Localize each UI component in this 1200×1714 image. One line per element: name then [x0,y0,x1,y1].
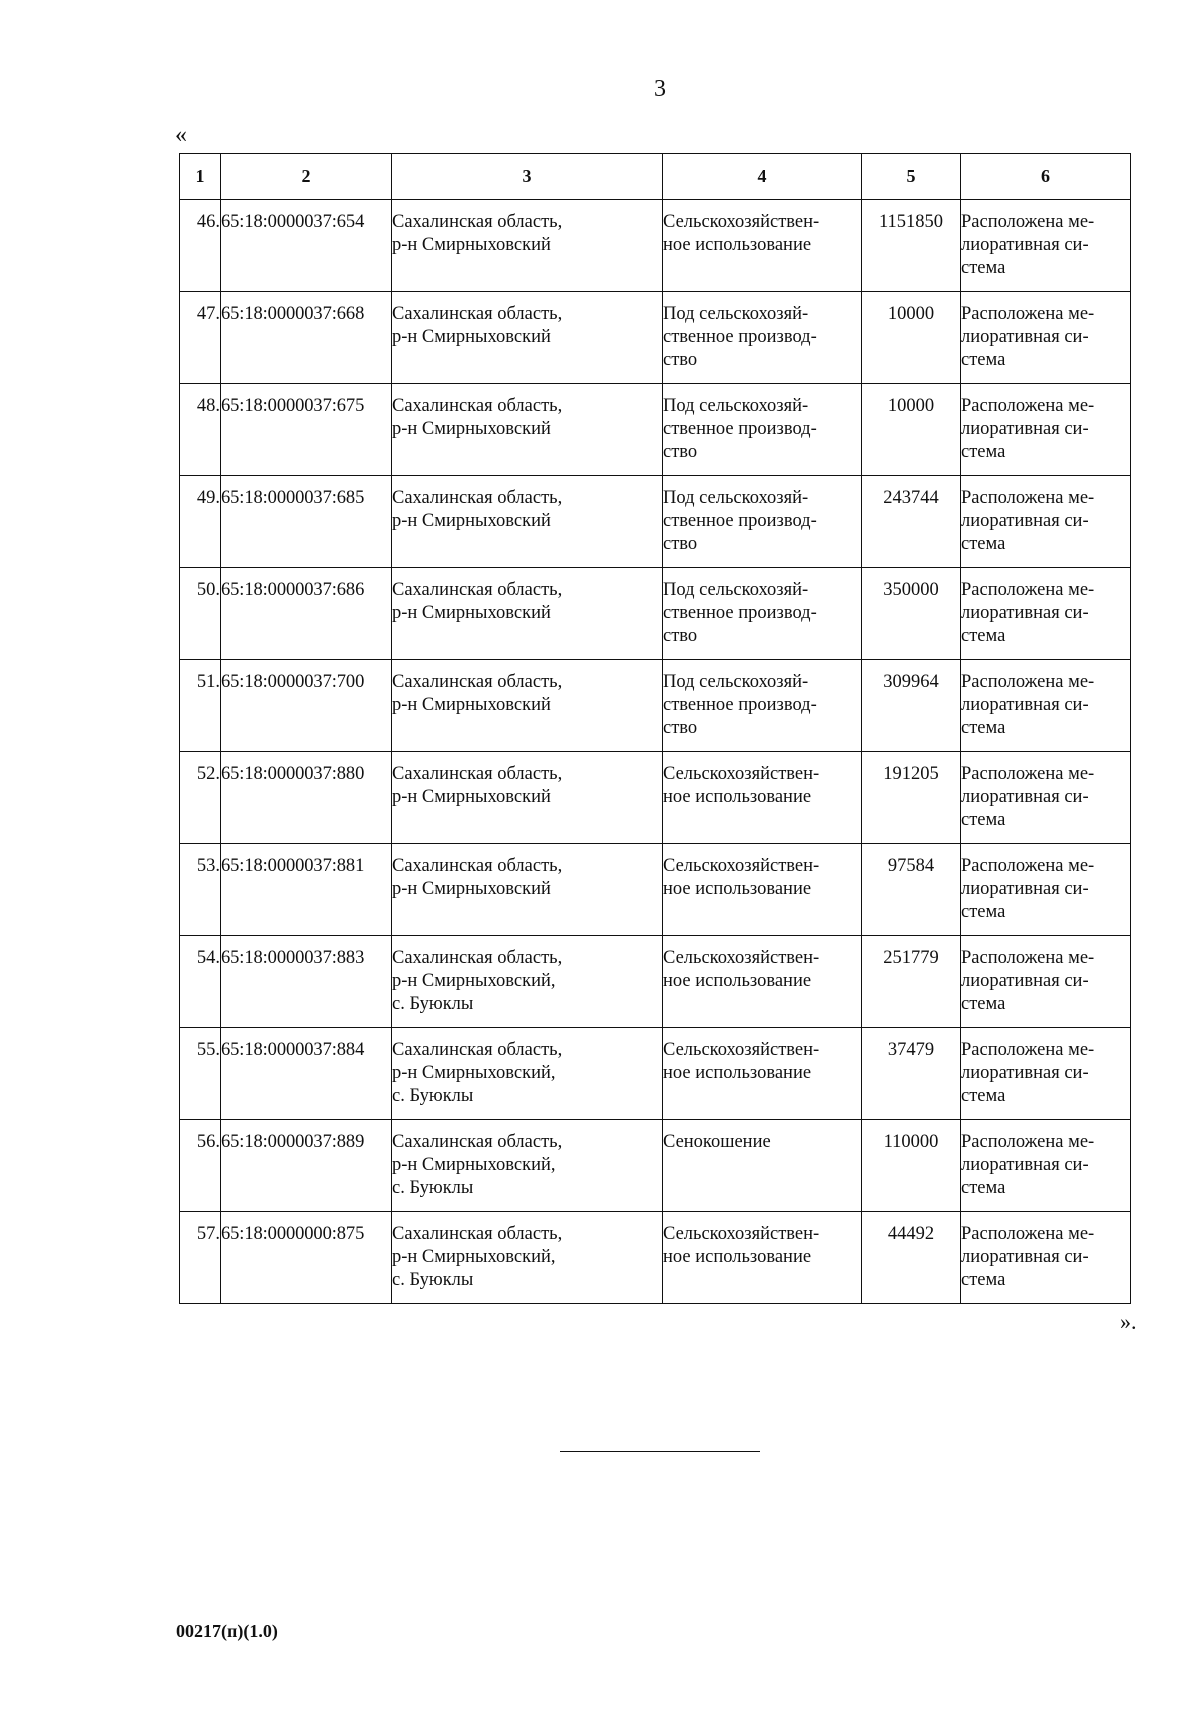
table-row [180,1120,1131,1212]
permitted-use-line: ство [663,626,698,646]
address-cell [392,1028,663,1120]
address-line: р-н Смирныховский [392,511,551,531]
note-cell [961,1120,1131,1212]
address-line: Сахалинская область, [392,304,563,324]
cadastral-number-cell: 65:18:0000037:685 [221,476,392,568]
note-line: стема [961,994,1006,1014]
header-row [180,154,1131,200]
header-col-3: 3 [392,154,663,200]
note-line: стема [961,810,1006,830]
cadastral-number-cell: 65:18:0000037:884 [221,1028,392,1120]
row-number-cell: 55. [180,1028,221,1120]
note-line: Расположена ме- [961,396,1095,416]
area-cell: 191205 [862,752,961,844]
area-cell: 10000 [862,384,961,476]
permitted-use-line: Сенокошение [663,1132,771,1152]
permitted-use-line: ственное производ- [663,327,817,347]
permitted-use-cell [663,292,862,384]
table-row [180,752,1131,844]
address-line: р-н Смирныховский [392,695,551,715]
row-number-cell: 52. [180,752,221,844]
note-cell [961,752,1131,844]
area-cell: 243744 [862,476,961,568]
table-row [180,384,1131,476]
permitted-use-line: ство [663,350,698,370]
header-col-4: 4 [663,154,862,200]
row-number-cell: 51. [180,660,221,752]
address-line: Сахалинская область, [392,212,563,232]
permitted-use-cell [663,660,862,752]
document-code: 00217(п)(1.0) [176,1621,278,1641]
note-line: Расположена ме- [961,948,1095,968]
address-line: Сахалинская область, [392,856,563,876]
address-line: с. Буюклы [392,1270,474,1290]
permitted-use-line: Под сельскохозяй- [663,672,809,692]
permitted-use-line: ственное производ- [663,603,817,623]
permitted-use-line: ственное производ- [663,419,817,439]
note-line: лиоративная си- [961,1063,1089,1083]
note-cell [961,844,1131,936]
cadastral-number-cell: 65:18:0000037:883 [221,936,392,1028]
permitted-use-line: Сельскохозяйствен- [663,948,820,968]
area-cell: 350000 [862,568,961,660]
table-row [180,660,1131,752]
permitted-use-line: ственное производ- [663,695,817,715]
address-cell [392,936,663,1028]
table-body [180,200,1131,1304]
area-cell: 110000 [862,1120,961,1212]
address-line: р-н Смирныховский, [392,1155,556,1175]
permitted-use-line: Сельскохозяйствен- [663,1224,820,1244]
cadastral-number-cell: 65:18:0000037:686 [221,568,392,660]
area-cell: 10000 [862,292,961,384]
area-cell: 44492 [862,1212,961,1304]
permitted-use-line: Под сельскохозяй- [663,304,809,324]
address-line: Сахалинская область, [392,672,563,692]
permitted-use-cell [663,568,862,660]
permitted-use-line: ное использование [663,235,812,255]
cadastral-number-cell: 65:18:0000037:880 [221,752,392,844]
note-line: стема [961,534,1006,554]
cadastral-number-cell: 65:18:0000037:675 [221,384,392,476]
table-row [180,844,1131,936]
permitted-use-line: Сельскохозяйствен- [663,212,820,232]
note-cell [961,292,1131,384]
note-line: лиоративная си- [961,787,1089,807]
header-col-1: 1 [180,154,221,200]
permitted-use-line: ство [663,718,698,738]
address-line: р-н Смирныховский [392,327,551,347]
address-line: Сахалинская область, [392,1040,563,1060]
permitted-use-line: ное использование [663,1063,812,1083]
permitted-use-cell [663,1212,862,1304]
note-cell [961,568,1131,660]
address-line: Сахалинская область, [392,948,563,968]
address-cell [392,660,663,752]
note-cell [961,1212,1131,1304]
table-header [180,154,1131,200]
permitted-use-line: ственное производ- [663,511,817,531]
table-row [180,1212,1131,1304]
address-line: р-н Смирныховский, [392,1247,556,1267]
table-row [180,1028,1131,1120]
page-number: 3 [654,76,666,102]
area-cell: 251779 [862,936,961,1028]
permitted-use-line: Под сельскохозяй- [663,396,809,416]
cadastral-number-cell: 65:18:0000037:654 [221,200,392,292]
address-cell [392,568,663,660]
permitted-use-line: Под сельскохозяй- [663,580,809,600]
address-line: р-н Смирныховский, [392,1063,556,1083]
note-line: лиоративная си- [961,879,1089,899]
row-number-cell: 48. [180,384,221,476]
note-line: Расположена ме- [961,1132,1095,1152]
closing-quote-mark: ». [1120,1309,1137,1334]
permitted-use-line: ство [663,442,698,462]
address-cell [392,844,663,936]
address-cell [392,200,663,292]
address-line: с. Буюклы [392,1178,474,1198]
note-cell [961,1028,1131,1120]
note-line: стема [961,258,1006,278]
permitted-use-line: Сельскохозяйствен- [663,1040,820,1060]
cadastral-number-cell: 65:18:0000037:700 [221,660,392,752]
note-cell [961,384,1131,476]
address-line: р-н Смирныховский [392,235,551,255]
note-line: стема [961,1270,1006,1290]
permitted-use-cell [663,752,862,844]
permitted-use-line: ное использование [663,971,812,991]
permitted-use-cell [663,936,862,1028]
address-line: Сахалинская область, [392,1132,563,1152]
address-cell [392,752,663,844]
note-line: лиоративная си- [961,1155,1089,1175]
note-line: стема [961,1086,1006,1106]
table-row [180,476,1131,568]
land-plots-table [179,153,1131,1304]
address-line: Сахалинская область, [392,396,563,416]
row-number-cell: 53. [180,844,221,936]
permitted-use-cell [663,384,862,476]
note-line: стема [961,718,1006,738]
table-row [180,292,1131,384]
note-line: лиоративная си- [961,971,1089,991]
table-row [180,568,1131,660]
note-cell [961,200,1131,292]
note-line: стема [961,350,1006,370]
permitted-use-cell [663,844,862,936]
opening-quote-mark: « [175,122,187,148]
area-cell: 37479 [862,1028,961,1120]
note-line: лиоративная си- [961,695,1089,715]
address-line: р-н Смирныховский, [392,971,556,991]
address-cell [392,476,663,568]
address-cell [392,1212,663,1304]
cadastral-number-cell: 65:18:0000000:875 [221,1212,392,1304]
area-cell: 97584 [862,844,961,936]
address-cell [392,292,663,384]
row-number-cell: 47. [180,292,221,384]
permitted-use-line: Сельскохозяйствен- [663,764,820,784]
note-line: лиоративная си- [961,327,1089,347]
area-cell: 309964 [862,660,961,752]
note-line: лиоративная си- [961,603,1089,623]
header-col-6: 6 [961,154,1131,200]
permitted-use-line: Под сельскохозяй- [663,488,809,508]
permitted-use-cell [663,1028,862,1120]
cadastral-number-cell: 65:18:0000037:889 [221,1120,392,1212]
note-line: Расположена ме- [961,672,1095,692]
note-line: стема [961,902,1006,922]
permitted-use-line: ное использование [663,1247,812,1267]
note-line: Расположена ме- [961,304,1095,324]
address-cell [392,1120,663,1212]
row-number-cell: 54. [180,936,221,1028]
note-line: Расположена ме- [961,580,1095,600]
address-line: с. Буюклы [392,1086,474,1106]
address-line: Сахалинская область, [392,764,563,784]
note-line: Расположена ме- [961,488,1095,508]
permitted-use-cell [663,200,862,292]
row-number-cell: 50. [180,568,221,660]
row-number-cell: 49. [180,476,221,568]
permitted-use-cell [663,1120,862,1212]
row-number-cell: 57. [180,1212,221,1304]
address-line: р-н Смирныховский [392,879,551,899]
note-cell [961,476,1131,568]
address-line: Сахалинская область, [392,1224,563,1244]
address-cell [392,384,663,476]
row-number-cell: 46. [180,200,221,292]
permitted-use-line: ное использование [663,787,812,807]
header-col-5: 5 [862,154,961,200]
note-line: Расположена ме- [961,1224,1095,1244]
address-line: р-н Смирныховский [392,603,551,623]
table-row [180,936,1131,1028]
permitted-use-line: ство [663,534,698,554]
note-line: Расположена ме- [961,856,1095,876]
row-number-cell: 56. [180,1120,221,1212]
cadastral-number-cell: 65:18:0000037:668 [221,292,392,384]
note-line: Расположена ме- [961,212,1095,232]
permitted-use-cell [663,476,862,568]
note-line: лиоративная си- [961,511,1089,531]
note-line: стема [961,626,1006,646]
address-line: Сахалинская область, [392,488,563,508]
address-line: р-н Смирныховский [392,787,551,807]
address-line: с. Буюклы [392,994,474,1014]
note-cell [961,660,1131,752]
address-line: р-н Смирныховский [392,419,551,439]
address-line: Сахалинская область, [392,580,563,600]
area-cell: 1151850 [862,200,961,292]
note-line: стема [961,1178,1006,1198]
note-line: лиоративная си- [961,235,1089,255]
cadastral-number-cell: 65:18:0000037:881 [221,844,392,936]
note-line: Расположена ме- [961,764,1095,784]
note-line: лиоративная си- [961,1247,1089,1267]
permitted-use-line: Сельскохозяйствен- [663,856,820,876]
footer-divider-line [560,1451,760,1452]
table-row [180,200,1131,292]
note-line: лиоративная си- [961,419,1089,439]
note-line: стема [961,442,1006,462]
header-col-2: 2 [221,154,392,200]
note-cell [961,936,1131,1028]
note-line: Расположена ме- [961,1040,1095,1060]
permitted-use-line: ное использование [663,879,812,899]
